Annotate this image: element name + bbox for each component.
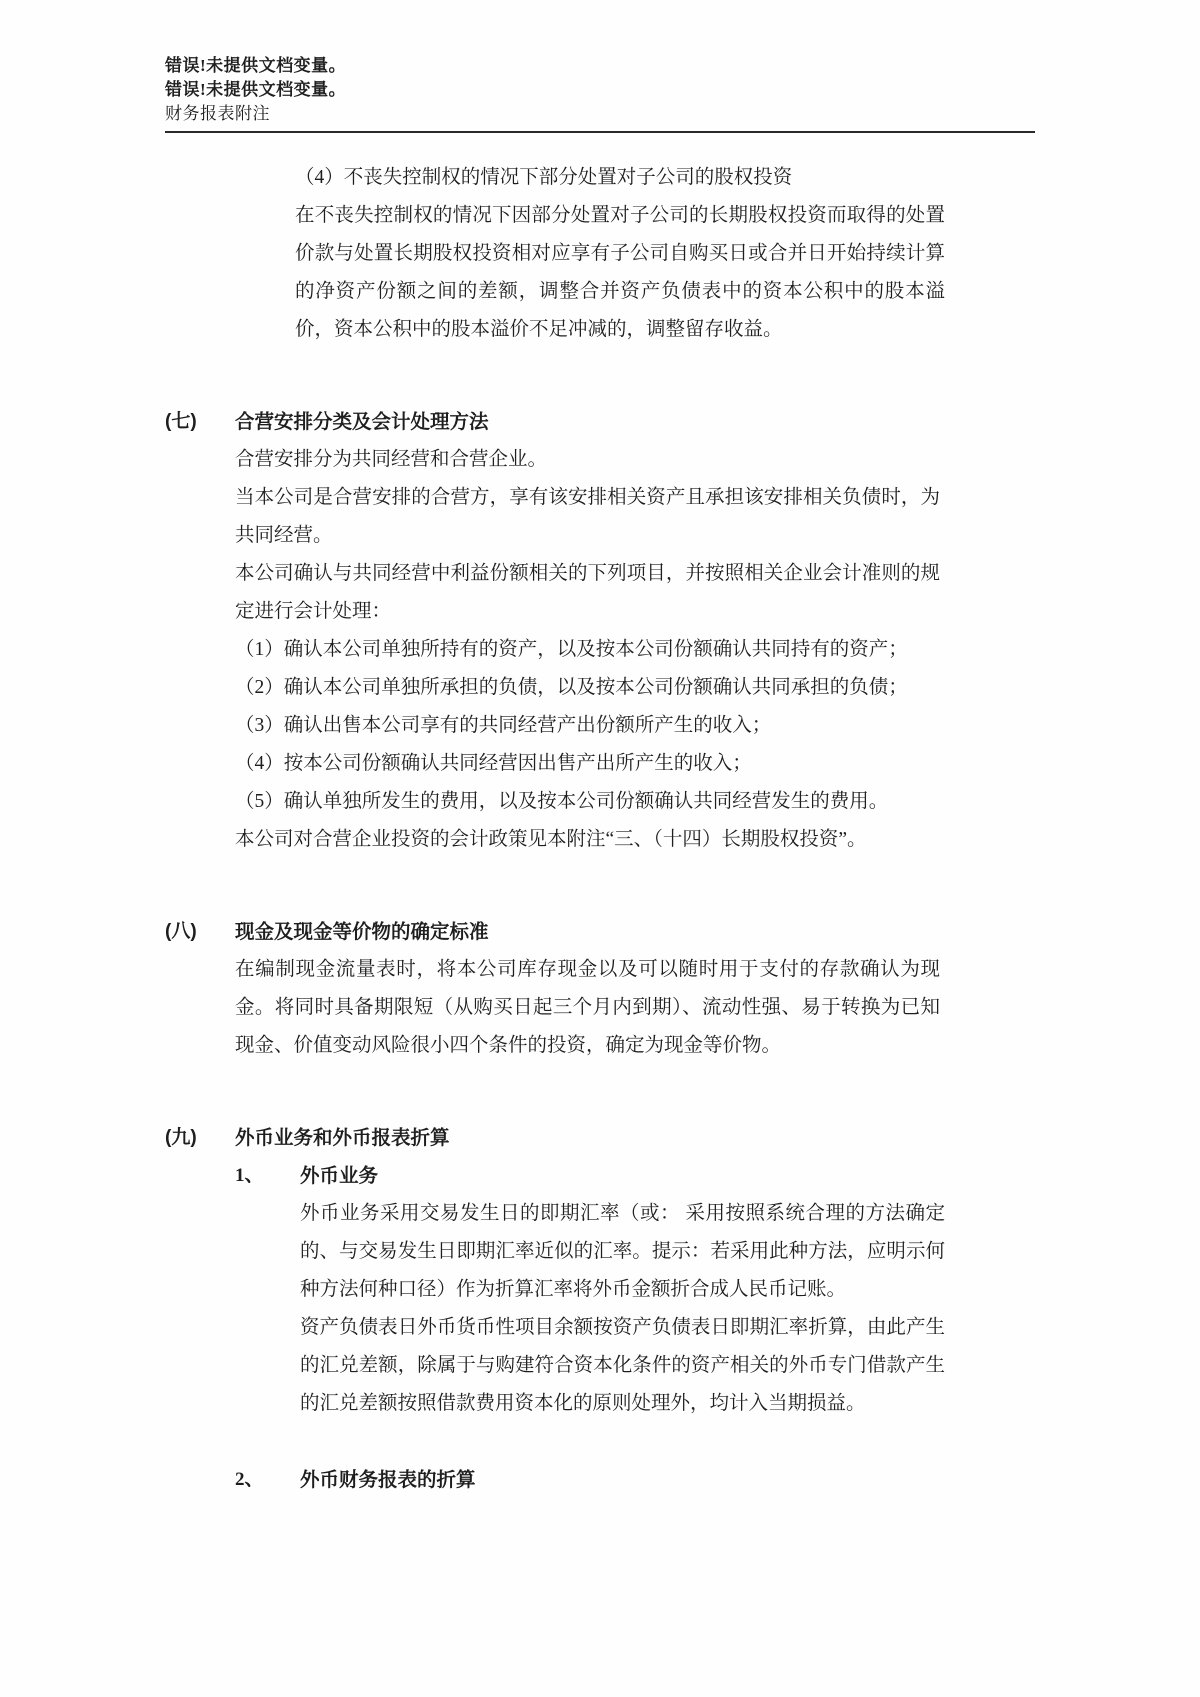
section-7-paragraph: 当本公司是合营安排的合营方，享有该安排相关资产且承担该安排相关负债时，为共同经营。 bbox=[235, 487, 940, 546]
subsection-foreign-currency-statements bbox=[235, 1461, 940, 1499]
header-error-line-1: 错误!未提供文档变量。 bbox=[165, 56, 347, 75]
section-9-body bbox=[235, 1119, 945, 1499]
section-7-paragraph: 合营安排分为共同经营和合营企业。 bbox=[235, 449, 548, 470]
section-7-list-item-3: （3）确认出售本公司享有的共同经营产出份额所产生的收入； bbox=[235, 715, 772, 736]
section-7-paragraph: 本公司对合营企业投资的会计政策见本附注“三、（十四）长期股权投资”。 bbox=[235, 829, 867, 850]
intro-title: （4）不丧失控制权的情况下部分处置对子公司的股权投资 bbox=[295, 167, 793, 188]
section-7-list-item-2: （2）确认本公司单独所承担的负债，以及按本公司份额确认共同承担的负债； bbox=[235, 677, 908, 698]
intro-paragraph-block bbox=[295, 159, 945, 349]
section-7-list-item-5: （5）确认单独所发生的费用，以及按本公司份额确认共同经营发生的费用。 bbox=[235, 791, 889, 812]
section-8-heading: 现金及现金等价物的确定标准 bbox=[235, 921, 489, 943]
section-9-heading: 外币业务和外币报表折算 bbox=[235, 1127, 450, 1149]
subsection-2-number: 2、 bbox=[235, 1469, 264, 1490]
subsection-2-body bbox=[300, 1461, 945, 1499]
section-7-paragraph: 本公司确认与共同经营中利益份额相关的下列项目，并按照相关企业会计准则的规定进行会计处理： bbox=[235, 563, 940, 622]
section-8-label: (八) bbox=[165, 921, 197, 942]
header-doc-title: 财务报表附注 bbox=[165, 104, 270, 123]
section-7 bbox=[165, 403, 1035, 859]
subsection-1-number: 1、 bbox=[235, 1165, 264, 1186]
document-body bbox=[165, 133, 1035, 1499]
header-error-line-2: 错误!未提供文档变量。 bbox=[165, 80, 347, 99]
section-9-label: (九) bbox=[165, 1127, 197, 1148]
subsection-1-body bbox=[300, 1157, 945, 1423]
document-header bbox=[165, 54, 1035, 133]
subsection-1-paragraph: 外币业务采用交易发生日的即期汇率（或： 采用按照系统合理的方法确定的、与交易发生日即期汇率近似的汇率。提示：若采用此种方法，应明示何种方法何种口径）作为折算汇率将外币金额折合成人民币记账。 bbox=[300, 1203, 945, 1300]
section-7-heading: 合营安排分类及会计处理方法 bbox=[235, 411, 489, 433]
section-8-paragraph: 在编制现金流量表时，将本公司库存现金以及可以随时用于支付的存款确认为现金。将同时具备期限短（从购买日起三个月内到期）、流动性强、易于转换为已知现金、价值变动风险很小四个条件的投资，确定为现金等价物。 bbox=[235, 959, 940, 1056]
section-7-list-item-1: （1）确认本公司单独所持有的资产，以及按本公司份额确认共同持有的资产； bbox=[235, 639, 908, 660]
subsection-1-heading: 外币业务 bbox=[300, 1165, 379, 1187]
section-7-list-item-4: （4）按本公司份额确认共同经营因出售产出所产生的收入； bbox=[235, 753, 752, 774]
section-9 bbox=[165, 1119, 1035, 1499]
intro-body: 在不丧失控制权的情况下因部分处置对子公司的长期股权投资而取得的处置价款与处置长期股权投资相对应享有子公司自购买日或合并日开始持续计算的净资产份额之间的差额，调整合并资产负债表中的资本公积中的股本溢价，资本公积中的股本溢价不足冲减的，调整留存收益。 bbox=[295, 205, 945, 340]
section-8-body bbox=[235, 913, 940, 1065]
section-7-body bbox=[235, 403, 940, 859]
subsection-foreign-currency-business bbox=[235, 1157, 945, 1423]
subsection-2-heading: 外币财务报表的折算 bbox=[300, 1469, 476, 1491]
subsection-1-paragraph: 资产负债表日外币货币性项目余额按资产负债表日即期汇率折算，由此产生的汇兑差额，除属于与购建符合资本化条件的资产相关的外币专门借款产生的汇兑差额按照借款费用资本化的原则处理外，均计入当期损益。 bbox=[300, 1317, 945, 1414]
section-7-label: (七) bbox=[165, 411, 197, 432]
section-8 bbox=[165, 913, 1035, 1065]
